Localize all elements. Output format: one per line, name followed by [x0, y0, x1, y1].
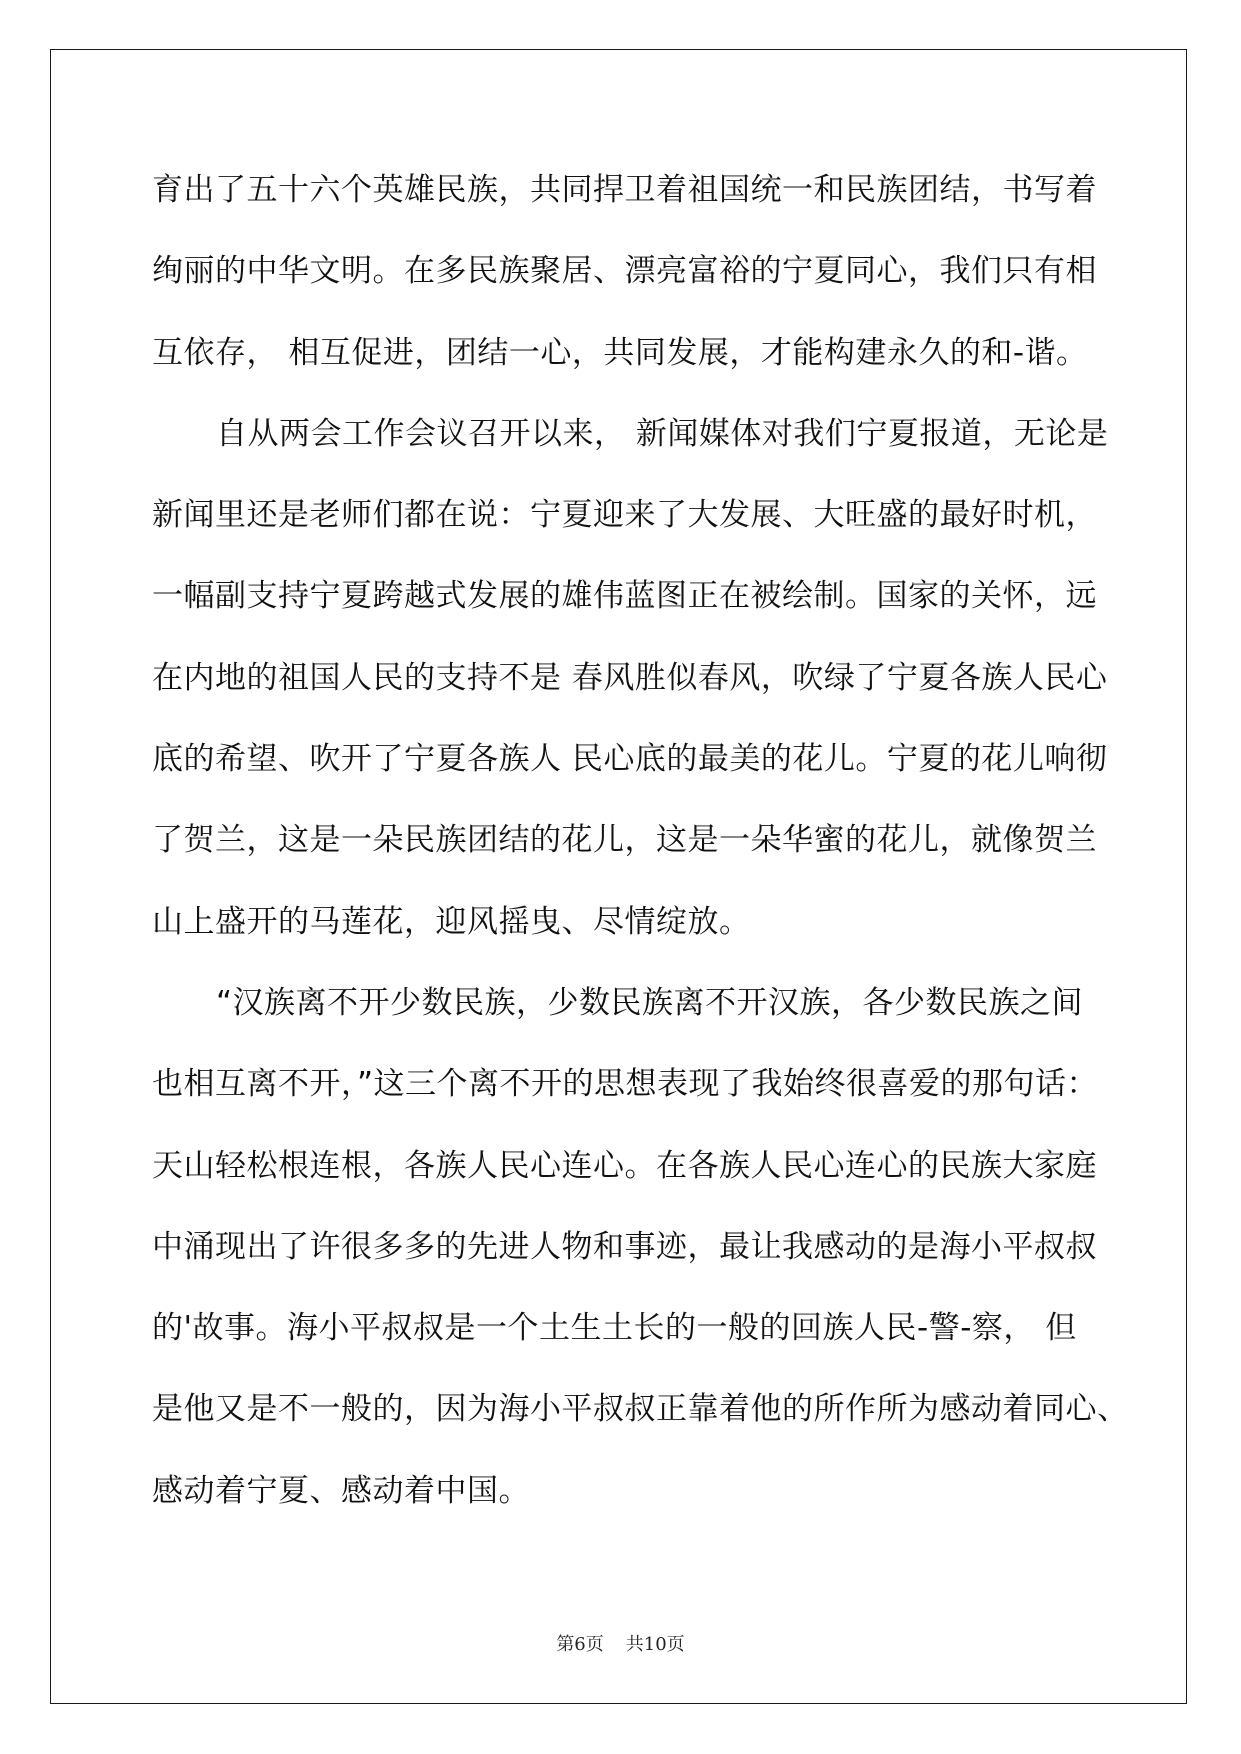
document-body — [152, 160, 1129, 1542]
text-line: 中涌现出了许很多多的先进人物和事迹，最让我感动的是海小平叔叔 — [152, 1228, 1097, 1265]
text-line: 新闻里还是老师们都在说：宁夏迎来了大发展、大旺盛的最好时机， — [152, 497, 1097, 534]
text-line: 了贺兰，这是一朵民族团结的花儿，这是一朵华蜜的花儿，就像贺兰 — [152, 822, 1097, 859]
text-line: 感动着宁夏、感动着中国。 — [152, 1472, 530, 1509]
current-page-label: 第6页 — [556, 1634, 604, 1655]
text-line: 绚丽的中华文明。在多民族聚居、漂亮富裕的宁夏同心，我们只有相 — [152, 253, 1097, 290]
text-line: 一幅副支持宁夏跨越式发展的雄伟蓝图正在被绘制。国家的关怀，远 — [152, 578, 1097, 615]
text-line: 也相互离不开，”这三个离不开的思想表现了我始终很喜爱的那句话： — [152, 1066, 1099, 1103]
text-line: 山上盛开的马莲花，迎风摇曳、尽情绽放。 — [152, 903, 751, 940]
text-line: 在内地的祖国人民的支持不是 春风胜似春风，吹绿了宁夏各族人民心 — [152, 659, 1108, 696]
text-line: 底的希望、吹开了宁夏各族人 民心底的最美的花儿。宁夏的花儿响彻 — [152, 741, 1108, 778]
text-line: 育出了五十六个英雄民族，共同捍卫着祖国统一和民族团结，书写着 — [152, 172, 1097, 208]
total-pages-label: 共10页 — [625, 1634, 685, 1655]
text-line: 互依存， 相互促进，团结一心，共同发展，才能构建永久的和-谐。 — [152, 334, 1088, 371]
text-line: 天山轻松根连根，各族人民心连心。在各族人民心连心的民族大家庭 — [152, 1147, 1097, 1184]
text-line: 自从两会工作会议召开以来， 新闻媒体对我们宁夏报道，无论是 — [216, 415, 1109, 452]
text-line: “汉族离不开少数民族，少数民族离不开汉族，各少数民族之间 — [216, 984, 1084, 1021]
text-line: 是他又是不一般的，因为海小平叔叔正靠着他的所作所为感动着同心、 — [152, 1391, 1129, 1428]
text-line: 的'故事。海小平叔叔是一个土生土长的一般的回族人民-警-察， 但 — [152, 1310, 1077, 1347]
page-footer — [0, 1630, 1241, 1656]
